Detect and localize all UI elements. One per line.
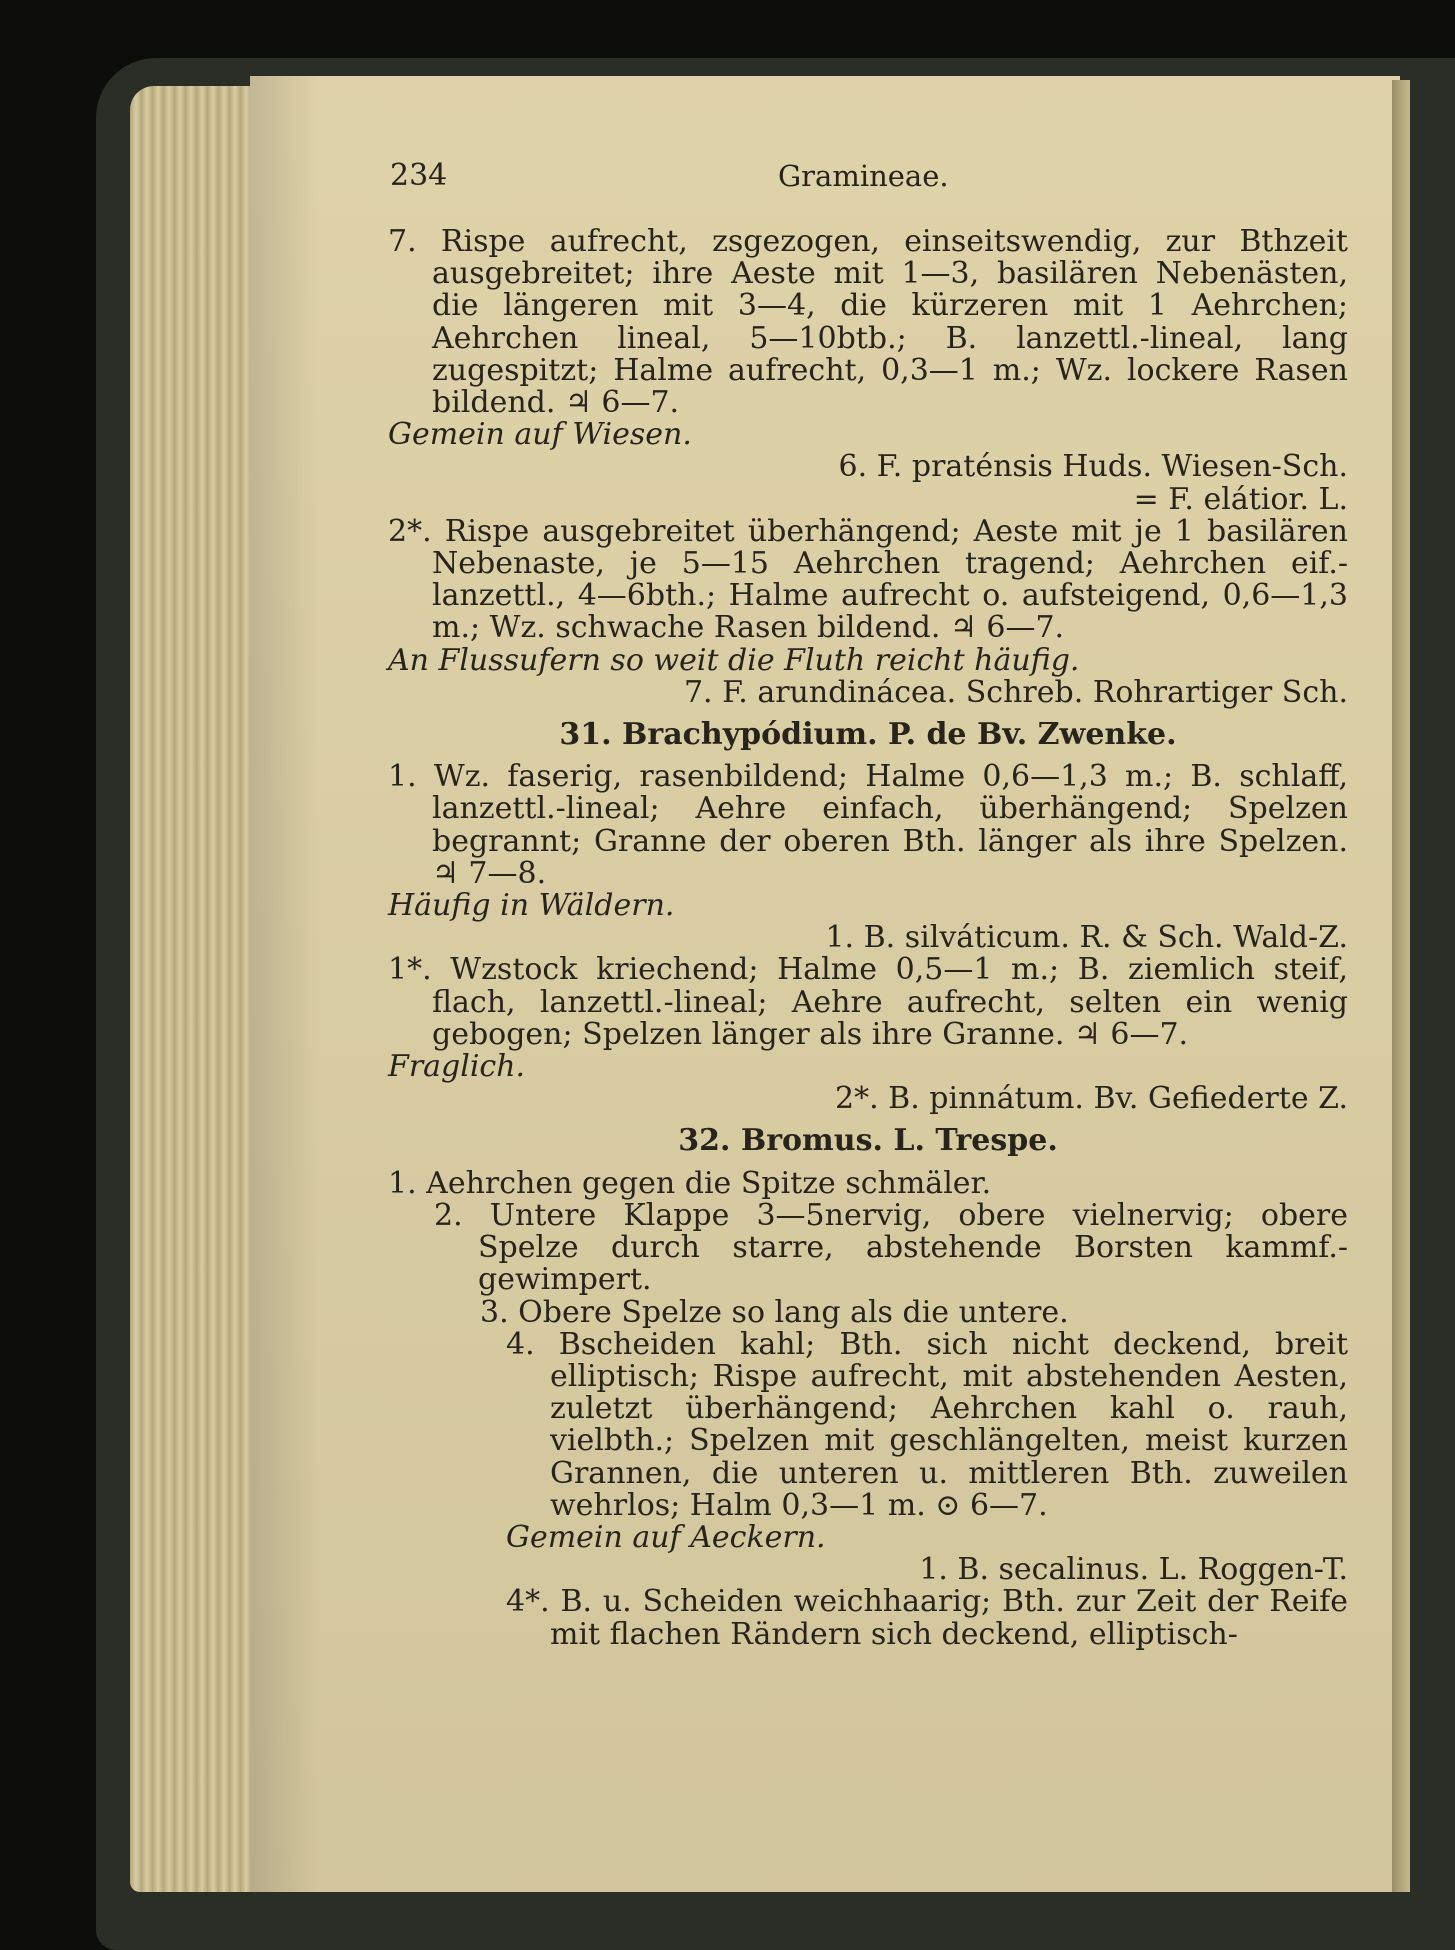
book-gutter xyxy=(1392,80,1410,1892)
habitat-note: Fraglich. xyxy=(388,1049,526,1085)
page-header xyxy=(388,160,1348,200)
species-line: 7. F. arundinácea. Schreb. Rohrartiger Sch. xyxy=(683,674,1348,710)
habitat-note: Gemein auf Wiesen. xyxy=(388,417,692,453)
species-line: 1. B. silváticum. R. & Sch. Wald-Z. xyxy=(825,920,1348,956)
genus-heading: 32. Bromus. L. Trespe. xyxy=(678,1123,1058,1159)
species-line: 6. F. praténsis Huds. Wiesen-Sch. xyxy=(838,449,1348,485)
key-entry-4: 4. Bscheiden kahl; Bth. sich nicht deckend, breit elliptisch; Rispe aufrecht, mit abstehenden Aesten, zuletzt überhängend; Aehrchen kahl o. rauh, vielbth.; Spelzen mit geschlängelten, meist kurzen Grannen, die unteren u. mittleren Bth. zuweilen wehrlos; Halm 0,3—1 m. ⊙ 6—7. xyxy=(506,1326,1348,1523)
key-entry-7: 7. Rispe aufrecht, zsgezogen, einseitswendig, zur Bthzeit ausgebreitet; ihre Aeste mit 1—3, basilären Nebenästen, die längeren mit 3—4, die kürzeren mit 1 Aehrchen; Aehrchen lineal, 5—10btb.; B. lanzettl.-lineal, lang zugespitzt; Halme aufrecht, 0,3—1 m.; Wz. lockere Rasen bildend. ♃ 6—7. xyxy=(388,224,1348,421)
habitat-note: An Flussufern so weit die Fluth reicht häufig. xyxy=(388,642,1080,678)
species-line: 1. B. secalinus. L. Roggen-T. xyxy=(919,1552,1348,1588)
synonym-line: = F. elátior. L. xyxy=(1133,481,1348,517)
running-title: Gramineae. xyxy=(778,159,949,193)
key-entry-1: 1. Wz. faserig, rasenbildend; Halme 0,6—1,3 m.; B. schlaff, lanzettl.-lineal; Aehre einfach, überhängend; Spelzen begrannt; Granne der oberen Bth. länger als ihre Spelzen. ♃ 7—8. xyxy=(388,759,1348,891)
page-number: 234 xyxy=(390,158,448,193)
habitat-note: Gemein auf Aeckern. xyxy=(506,1519,826,1555)
key-entry-1b: 1*. Wzstock kriechend; Halme 0,5—1 m.; B. ziemlich steif, flach, lanzettl.-lineal; Aehre aufrecht, selten ein wenig gebogen; Spelzen länger als ihre Granne. ♃ 6—7. xyxy=(388,952,1348,1052)
habitat-note: Häufig in Wäldern. xyxy=(388,888,675,924)
key-entry-2b: 2*. Rispe ausgebreitet überhängend; Aeste mit je 1 basilären Nebenaste, je 5—15 Aehrchen tragend; Aehrchen eif.-lanzettl., 4—6bth.; Halme aufrecht o. aufsteigend, 0,6—1,3 m.; Wz. schwache Rasen bildend. ♃ 6—7. xyxy=(388,513,1348,646)
key-entry-3: 3. Obere Spelze so lang als die untere. xyxy=(480,1294,1069,1330)
key-entry-4b: 4*. B. u. Scheiden weichhaarig; Bth. zur Zeit der Reife mit flachen Rändern sich deckend, elliptisch- xyxy=(506,1584,1348,1652)
species-line: 2*. B. pinnátum. Bv. Gefiederte Z. xyxy=(835,1081,1348,1117)
key-entry-1: 1. Aehrchen gegen die Spitze schmäler. xyxy=(388,1165,992,1201)
key-entry-2: 2. Untere Klappe 3—5nervig, obere vielnervig; obere Spelze durch starre, abstehende Borsten kammf.-gewimpert. xyxy=(434,1197,1348,1298)
page-text xyxy=(388,160,1348,1651)
genus-heading: 31. Brachypódium. P. de Bv. Zwenke. xyxy=(559,717,1177,753)
